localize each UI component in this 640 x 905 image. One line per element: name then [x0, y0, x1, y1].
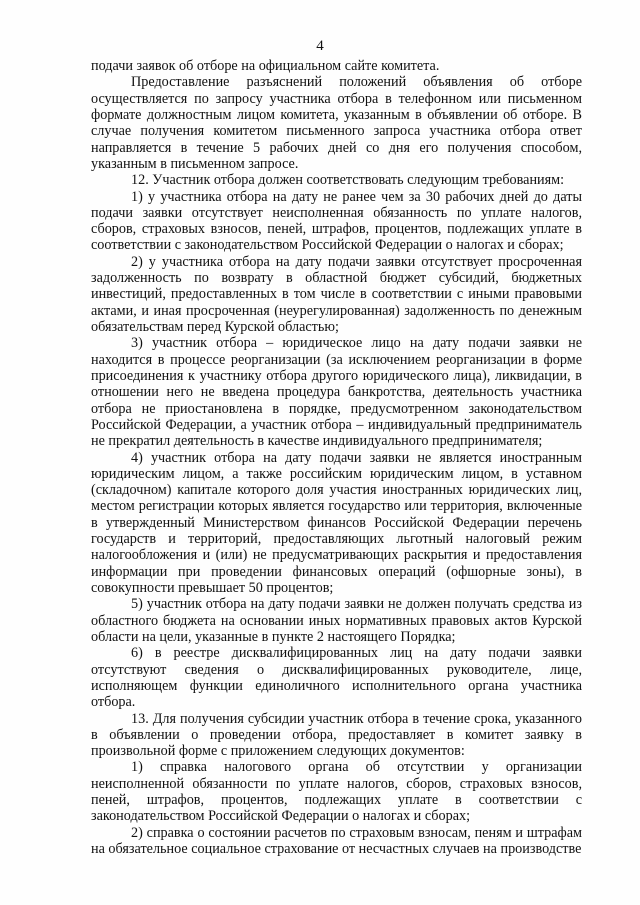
- paragraph-item-12-1: 1) у участника отбора на дату не ранее чем за 30 рабочих дней до даты подачи заявки отсутствует неисполненная обязанность по уплате налогов, сборов, страховых взносов, пеней, штрафов, процентов, подлежащих уплате в соответствии с законодательством Российской Федерации о налогах и сборах;: [91, 188, 582, 254]
- paragraph-item-12: 12. Участник отбора должен соответствовать следующим требованиям:: [131, 172, 565, 189]
- paragraph-item-13-1: 1) справка налогового органа об отсутствии у организации неисполненной обязанности по уплате налогов, сборов, страховых взносов, пеней, штрафов, процентов, подлежащих уплате в соответствии с законодательством Российской Федерации о налогах и сборах;: [91, 759, 582, 825]
- paragraph-item-12-2: 2) у участника отбора на дату подачи заявки отсутствует просроченная задолженность по возврату в областной бюджет субсидий, бюджетных инвестиций, предоставленных в том числе в соответствии с иными правовыми актами, и иная просроченная (неурегулированная) задолженность по денежным обязательствам перед Курской областью;: [91, 253, 582, 335]
- paragraph-item-12-6: 6) в реестре дисквалифицированных лиц на дату подачи заявки отсутствуют сведения о дисквалифицированных руководителе, лице, исполняющем функции единоличного исполнительного органа участника отбора.: [91, 645, 582, 711]
- paragraph-item-12-3: 3) участник отбора – юридическое лицо на дату подачи заявки не находится в процессе реорганизации (за исключением реорганизации в форме присоединения к участнику отбора другого юридического лица), ликвидации, в отношении него не введена процедура банкротства, деятельность участника отбора не приостановлена в порядке, предусмотренном законодательством Российской Федерации, а участник отбора – индивидуальный предприниматель не прекратил деятельность в качестве индивидуального предпринимателя;: [91, 335, 582, 450]
- paragraph-item-12-4: 4) участник отбора на дату подачи заявки не является иностранным юридическим лицом, а также российским юридическим лицом, в уставном (складочном) капитале которого доля участия иностранных юридических лиц, местом регистрации которых является государство или территория, включенные в утвержденный Министерством финансов Российской Федерации перечень государств и территорий, предоставляющих льготный налоговый режим налогообложения и (или) не предусматривающих раскрытия и предоставления информации при проведении финансовых операций (офшорные зоны), в совокупности превышает 50 процентов;: [91, 449, 582, 596]
- paragraph-item-12-5: 5) участник отбора на дату подачи заявки не должен получать средства из областного бюджета на основании иных нормативных правовых актов Курской области на цели, указанные в пункте 2 настоящего Порядка;: [91, 596, 582, 645]
- paragraph-clarifications: Предоставление разъяснений положений объявления об отборе осуществляется по запросу участника отбора в телефонном или письменном формате должностным лицом комитета, указанным в объявлении об отборе. В случае получения комитетом письменного запроса участника отбора ответ направляется в течение 5 рабочих дней со дня его получения способом, указанным в письменном запросе.: [91, 74, 582, 172]
- document-body: [91, 58, 582, 857]
- paragraph-item-13-2: 2) справка о состоянии расчетов по страховым взносам, пеням и штрафам на обязательное социальное страхование от несчастных случаев на производстве: [91, 824, 582, 857]
- page-number: 4: [316, 38, 324, 54]
- paragraph-item-13: 13. Для получения субсидии участник отбора в течение срока, указанного в объявлении о проведении отбора, предоставляет в комитет заявку в произвольной форме с приложением следующих документов:: [91, 710, 582, 760]
- paragraph-continuation: подачи заявок об отборе на официальном сайте комитета.: [91, 58, 440, 74]
